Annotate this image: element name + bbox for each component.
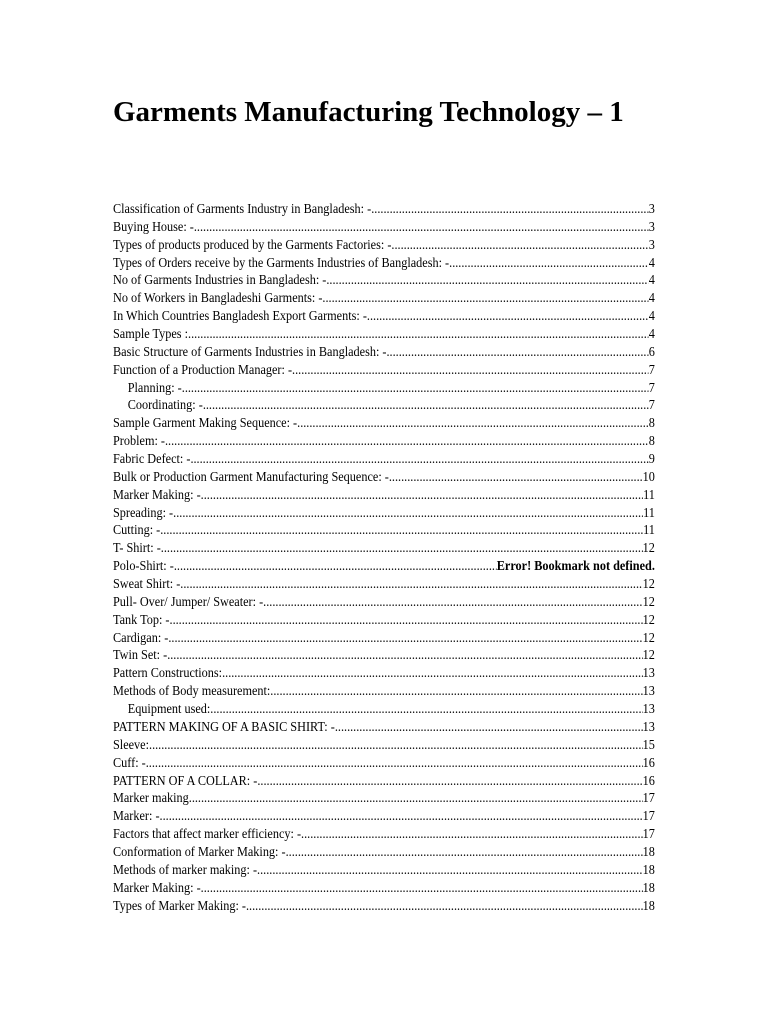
toc-entry[interactable] (113, 539, 655, 557)
toc-dot-leader (449, 254, 649, 272)
toc-dot-leader (194, 218, 649, 236)
toc-entry[interactable] (113, 200, 655, 218)
toc-entry-page-number: 12 (642, 629, 655, 645)
table-of-contents (113, 200, 655, 914)
toc-entry-label: PATTERN OF A COLLAR: - (113, 772, 258, 788)
toc-entry-page-number: 4 (648, 290, 655, 306)
toc-entry-label: Buying House: - (113, 218, 194, 234)
toc-dot-leader (297, 414, 649, 432)
toc-entry-page-number: 11 (643, 504, 655, 520)
toc-entry[interactable] (113, 629, 655, 647)
toc-entry-label: Types of Marker Making: - (113, 897, 246, 913)
toc-dot-leader (270, 682, 642, 700)
toc-entry-page-number: 11 (643, 486, 655, 502)
toc-entry-page-number: 16 (642, 772, 655, 788)
toc-entry-page-number: 4 (648, 308, 655, 324)
toc-entry-label: No of Workers in Bangladeshi Garments: - (113, 290, 323, 306)
toc-entry-page-number: 13 (642, 665, 655, 681)
toc-entry[interactable] (113, 343, 655, 361)
toc-dot-leader (167, 646, 642, 664)
toc-entry-label: Sample Types : (113, 326, 189, 342)
toc-dot-leader (203, 396, 649, 414)
toc-entry-label: Conformation of Marker Making: - (113, 843, 286, 859)
toc-dot-leader (201, 486, 643, 504)
toc-entry[interactable] (113, 611, 655, 629)
toc-entry-page-number: 13 (642, 701, 655, 717)
toc-entry-page-number: 9 (648, 451, 655, 467)
toc-entry-label: T- Shirt: - (113, 540, 161, 556)
toc-dot-leader (174, 557, 497, 575)
toc-entry-label: No of Garments Industries in Bangladesh: - (113, 272, 327, 288)
toc-dot-leader (367, 307, 649, 325)
toc-entry[interactable] (113, 754, 655, 772)
toc-dot-leader (180, 575, 642, 593)
toc-entry-page-number: 3 (648, 201, 655, 216)
toc-entry[interactable] (113, 664, 655, 682)
toc-entry[interactable] (113, 325, 655, 343)
toc-entry-page-number: 7 (648, 379, 655, 395)
toc-dot-leader (257, 861, 643, 879)
toc-entry-page-number: 7 (648, 361, 655, 377)
toc-entry[interactable] (113, 646, 655, 664)
toc-dot-leader (210, 700, 642, 718)
toc-entry-page-number: 12 (642, 611, 655, 627)
toc-entry-label: Sweat Shirt: - (113, 576, 181, 592)
toc-entry[interactable] (113, 289, 655, 307)
toc-entry-label: Methods of marker making: - (113, 861, 258, 877)
toc-entry[interactable] (113, 879, 655, 897)
toc-entry-label: Pattern Constructions: (113, 665, 223, 681)
toc-entry-label: Planning: - (127, 379, 182, 395)
toc-entry[interactable] (113, 504, 655, 522)
toc-dot-leader (222, 664, 643, 682)
toc-entry[interactable] (113, 897, 655, 915)
toc-entry-label: Basic Structure of Garments Industries in Bangladesh: - (113, 343, 387, 359)
toc-entry-label: Marker making (113, 790, 189, 806)
toc-entry-page-number: 13 (642, 683, 655, 699)
toc-dot-leader (170, 611, 643, 629)
toc-entry[interactable] (113, 772, 655, 790)
toc-entry[interactable] (113, 557, 655, 575)
toc-dot-leader (189, 789, 643, 807)
toc-dot-leader (182, 379, 649, 397)
toc-entry-label: PATTERN MAKING OF A BASIC SHIRT: - (113, 718, 335, 734)
toc-dot-leader (201, 879, 643, 897)
toc-dot-leader (246, 897, 643, 915)
toc-entry-page-number: 17 (642, 826, 655, 842)
toc-entry-page-number: 10 (642, 468, 655, 484)
toc-entry-page-number: 15 (642, 736, 655, 752)
toc-entry-label: Cuff: - (113, 754, 146, 770)
toc-dot-leader (263, 593, 642, 611)
toc-entry-label: Problem: - (113, 433, 165, 449)
toc-dot-leader (149, 736, 643, 754)
toc-entry-page-number: 8 (648, 415, 655, 431)
toc-entry-page-number: 12 (642, 540, 655, 556)
toc-entry-label: Fabric Defect: - (113, 451, 191, 467)
toc-entry-page-number: 16 (642, 754, 655, 770)
toc-entry-page-number: 7 (648, 397, 655, 413)
toc-entry[interactable] (113, 861, 655, 879)
toc-entry[interactable] (113, 682, 655, 700)
toc-dot-leader (389, 468, 643, 486)
toc-dot-leader (160, 807, 643, 825)
toc-entry[interactable] (113, 450, 655, 468)
toc-entry[interactable] (113, 271, 655, 289)
toc-entry[interactable] (113, 843, 655, 861)
toc-entry[interactable] (113, 414, 655, 432)
toc-entry[interactable] (113, 825, 655, 843)
toc-dot-leader (190, 450, 648, 468)
toc-entry-page-number: 18 (642, 843, 655, 859)
toc-entry[interactable] (113, 521, 655, 539)
toc-entry[interactable] (113, 432, 655, 450)
toc-entry[interactable] (113, 218, 655, 236)
toc-entry-page-number: 18 (642, 879, 655, 895)
toc-entry-page-number: 12 (642, 647, 655, 663)
toc-entry-label: Cardigan: - (113, 629, 169, 645)
toc-dot-leader (165, 432, 649, 450)
document-title: Garments Manufacturing Technology – 1 (113, 96, 624, 128)
toc-entry-page-number: 12 (642, 593, 655, 609)
toc-entry-label: Cutting: - (113, 522, 161, 538)
toc-dot-leader (292, 361, 649, 379)
toc-entry-label: Marker Making: - (113, 879, 201, 895)
toc-entry-label: Marker: - (113, 808, 160, 824)
toc-entry-page-number: 18 (642, 861, 655, 877)
toc-entry[interactable] (113, 396, 655, 414)
toc-dot-leader (161, 539, 643, 557)
toc-entry-label: Types of Orders receive by the Garments Industries of Bangladesh: - (113, 254, 450, 270)
toc-dot-leader (286, 843, 643, 861)
toc-entry-page-number: 6 (648, 343, 655, 359)
toc-entry[interactable] (113, 254, 655, 272)
toc-dot-leader (391, 236, 648, 254)
toc-entry[interactable] (113, 593, 655, 611)
toc-entry-label: Methods of Body measurement: (113, 683, 271, 699)
toc-entry-label: Sleeve: (113, 736, 150, 752)
toc-dot-leader (160, 521, 643, 539)
toc-entry-page-number: 17 (642, 808, 655, 824)
toc-entry-page-number: 3 (648, 236, 655, 252)
toc-dot-leader (168, 629, 642, 647)
toc-entry[interactable] (113, 575, 655, 593)
toc-entry-label: Spreading: - (113, 504, 174, 520)
toc-entry[interactable] (113, 486, 655, 504)
toc-entry-label: Tank Top: - (113, 611, 170, 627)
toc-entry-label: In Which Countries Bangladesh Export Garments: - (113, 308, 367, 324)
toc-entry-label: Equipment used: (127, 701, 211, 717)
toc-entry[interactable] (113, 379, 655, 397)
toc-entry-label: Factors that affect marker efficiency: - (113, 826, 302, 842)
toc-dot-leader (386, 343, 648, 361)
toc-entry-page-number: 12 (642, 576, 655, 592)
toc-entry-page-number: 3 (648, 218, 655, 234)
toc-dot-leader (257, 772, 642, 790)
toc-dot-leader (301, 825, 643, 843)
toc-entry-label: Coordinating: - (127, 397, 203, 413)
toc-dot-leader (371, 200, 649, 218)
toc-entry-error: Error! Bookmark not defined. (496, 558, 655, 574)
toc-entry-label: Bulk or Production Garment Manufacturing Sequence: - (113, 468, 389, 484)
toc-entry[interactable] (113, 307, 655, 325)
toc-entry[interactable] (113, 789, 655, 807)
toc-entry-label: Twin Set: - (113, 647, 168, 663)
toc-dot-leader (146, 754, 643, 772)
toc-entry[interactable] (113, 736, 655, 754)
toc-entry-label: Pull- Over/ Jumper/ Sweater: - (113, 593, 264, 609)
toc-entry[interactable] (113, 807, 655, 825)
toc-entry[interactable] (113, 361, 655, 379)
toc-entry-page-number: 4 (648, 254, 655, 270)
toc-dot-leader (335, 718, 643, 736)
toc-entry-label: Function of a Production Manager: - (113, 361, 293, 377)
toc-entry[interactable] (113, 236, 655, 254)
toc-entry-page-number: 4 (648, 326, 655, 342)
toc-entry-label: Marker Making: - (113, 486, 201, 502)
toc-entry[interactable] (113, 700, 655, 718)
toc-entry-page-number: 8 (648, 433, 655, 449)
toc-entry-page-number: 4 (648, 272, 655, 288)
toc-entry-label: Classification of Garments Industry in Bangladesh: - (113, 201, 372, 216)
toc-entry-label: Sample Garment Making Sequence: - (113, 415, 298, 431)
toc-entry-page-number: 11 (643, 522, 655, 538)
toc-entry[interactable] (113, 468, 655, 486)
toc-entry-label: Polo-Shirt: - (113, 558, 174, 574)
toc-entry-label: Types of products produced by the Garments Factories: - (113, 236, 392, 252)
toc-entry-page-number: 13 (642, 718, 655, 734)
toc-entry-page-number: 17 (642, 790, 655, 806)
toc-entry[interactable] (113, 718, 655, 736)
toc-dot-leader (326, 271, 648, 289)
toc-dot-leader (322, 289, 648, 307)
toc-dot-leader (188, 325, 649, 343)
toc-dot-leader (173, 504, 643, 522)
toc-entry-page-number: 18 (642, 897, 655, 913)
